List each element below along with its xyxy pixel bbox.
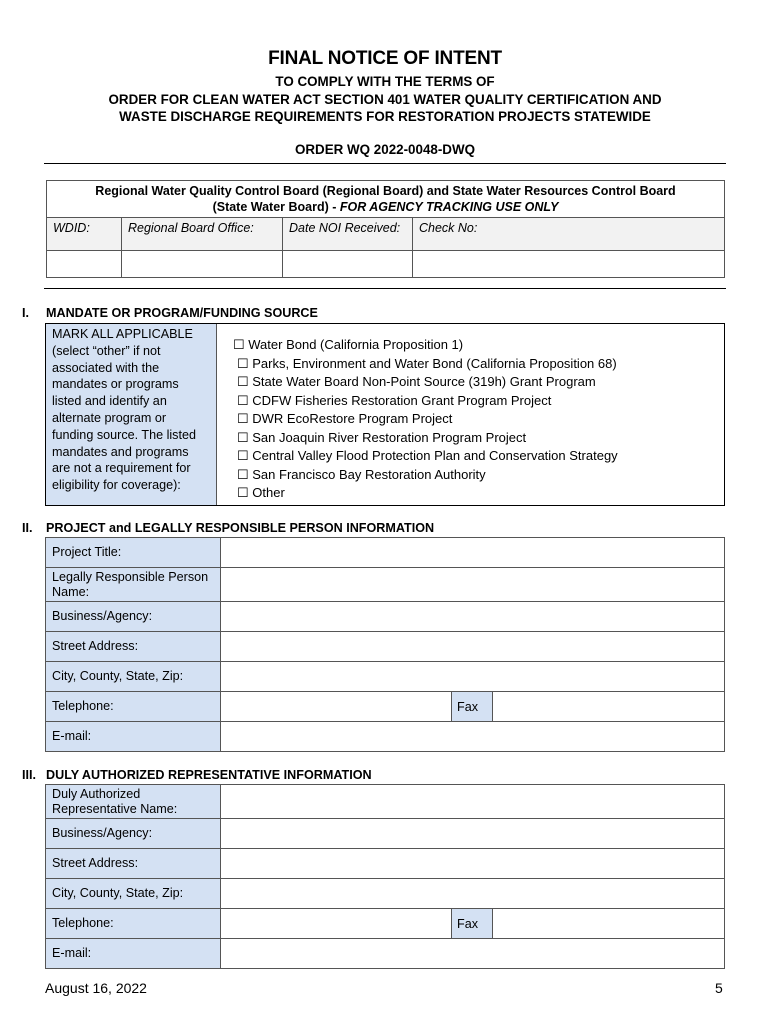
regional-board-office-field[interactable] [122, 251, 283, 278]
telephone-label: Telephone: [46, 692, 221, 722]
checkbox-sf-bay[interactable]: ☐ San Francisco Bay Restoration Authority [237, 466, 486, 482]
business-agency-field[interactable] [221, 602, 725, 632]
email-field[interactable] [221, 722, 725, 752]
checkbox-parks-bond[interactable]: ☐ Parks, Environment and Water Bond (California Proposition 68) [237, 355, 617, 371]
wdid-field[interactable] [47, 251, 122, 278]
rep-info-table [45, 784, 725, 969]
lrp-name-label: Legally Responsible Person Name: [46, 568, 221, 602]
checkbox-san-joaquin[interactable]: ☐ San Joaquin River Restoration Program Project [237, 429, 527, 445]
regional-board-office-label: Regional Board Office: [122, 218, 283, 251]
section-1-title: MANDATE OR PROGRAM/FUNDING SOURCE [46, 306, 318, 320]
tracking-heading [47, 181, 725, 218]
header-divider [44, 163, 726, 164]
page-number: 5 [715, 980, 723, 996]
fax-field[interactable] [493, 692, 725, 722]
rep-street-address-label: Street Address: [46, 849, 221, 879]
rep-street-address-field[interactable] [221, 849, 725, 879]
tracking-heading-line-1: Regional Water Quality Control Board (Regional Board) and State Water Resources Control Board [95, 184, 676, 198]
city-county-field[interactable] [221, 662, 725, 692]
agency-tracking-table [46, 180, 725, 278]
city-county-label: City, County, State, Zip: [46, 662, 221, 692]
checkbox-central-valley[interactable]: ☐ Central Valley Flood Protection Plan and Conservation Strategy [237, 448, 618, 463]
date-noi-received-label: Date NOI Received: [283, 218, 413, 251]
mandate-options [233, 336, 618, 503]
project-title-field[interactable] [221, 538, 725, 568]
check-no-field[interactable] [413, 251, 725, 278]
checkbox-other[interactable]: ☐ Other [237, 485, 285, 500]
title-line-3: WASTE DISCHARGE REQUIREMENTS FOR RESTORATION PROJECTS STATEWIDE [119, 109, 651, 124]
email-label: E-mail: [46, 722, 221, 752]
rep-city-county-label: City, County, State, Zip: [46, 879, 221, 909]
rep-business-agency-field[interactable] [221, 819, 725, 849]
section-3-number: III. [22, 768, 36, 782]
title-line-2: ORDER FOR CLEAN WATER ACT SECTION 401 WATER QUALITY CERTIFICATION AND [108, 92, 662, 107]
rep-telephone-field[interactable] [221, 909, 452, 939]
project-title-label: Project Title: [46, 538, 221, 568]
section-3-title: DULY AUTHORIZED REPRESENTATIVE INFORMATION [46, 768, 372, 782]
lrp-info-table [45, 537, 725, 752]
title-line-1: TO COMPLY WITH THE TERMS OF [275, 74, 495, 89]
section-divider [44, 288, 726, 289]
checkbox-cdfw-frgp[interactable]: ☐ CDFW Fisheries Restoration Grant Program Project [237, 392, 552, 408]
rep-email-label: E-mail: [46, 939, 221, 969]
rep-city-county-field[interactable] [221, 879, 725, 909]
business-agency-label: Business/Agency: [46, 602, 221, 632]
checkbox-dwr-ecorestore[interactable]: ☐ DWR EcoRestore Program Project [237, 411, 453, 426]
lrp-name-field[interactable] [221, 568, 725, 602]
telephone-field[interactable] [221, 692, 452, 722]
footer-date: August 16, 2022 [45, 980, 147, 996]
mandate-box [45, 323, 725, 506]
rep-fax-label: Fax [452, 909, 493, 939]
form-title: FINAL NOTICE OF INTENT [268, 48, 502, 69]
rep-email-field[interactable] [221, 939, 725, 969]
wdid-label: WDID: [47, 218, 122, 251]
section-2-title: PROJECT and LEGALLY RESPONSIBLE PERSON INFORMATION [46, 521, 435, 535]
order-number: ORDER WQ 2022-0048-DWQ [294, 142, 476, 157]
section-1-number: I. [22, 306, 29, 320]
tracking-heading-italic: FOR AGENCY TRACKING USE ONLY [339, 200, 559, 214]
rep-telephone-label: Telephone: [46, 909, 221, 939]
rep-business-agency-label: Business/Agency: [46, 819, 221, 849]
fax-label: Fax [452, 692, 493, 722]
section-2-number: II. [22, 521, 33, 535]
checkbox-nps-319h[interactable]: ☐ State Water Board Non-Point Source (319h) Grant Program [237, 374, 596, 389]
rep-fax-field[interactable] [493, 909, 725, 939]
tracking-heading-line-2: (State Water Board) - [212, 200, 340, 214]
street-address-field[interactable] [221, 632, 725, 662]
rep-name-label: Duly Authorized Representative Name: [46, 785, 221, 819]
date-noi-received-field[interactable] [283, 251, 413, 278]
street-address-label: Street Address: [46, 632, 221, 662]
rep-name-field[interactable] [221, 785, 725, 819]
mandate-instructions: MARK ALL APPLICABLE (select “other” if not associated with the mandates or programs listed and identify an alternate program or funding source. The listed mandates and programs are not a requirement for eligibility for coverage): [46, 324, 217, 505]
check-no-label: Check No: [413, 218, 725, 251]
checkbox-water-bond[interactable]: ☐ Water Bond (California Proposition 1) [233, 337, 464, 352]
